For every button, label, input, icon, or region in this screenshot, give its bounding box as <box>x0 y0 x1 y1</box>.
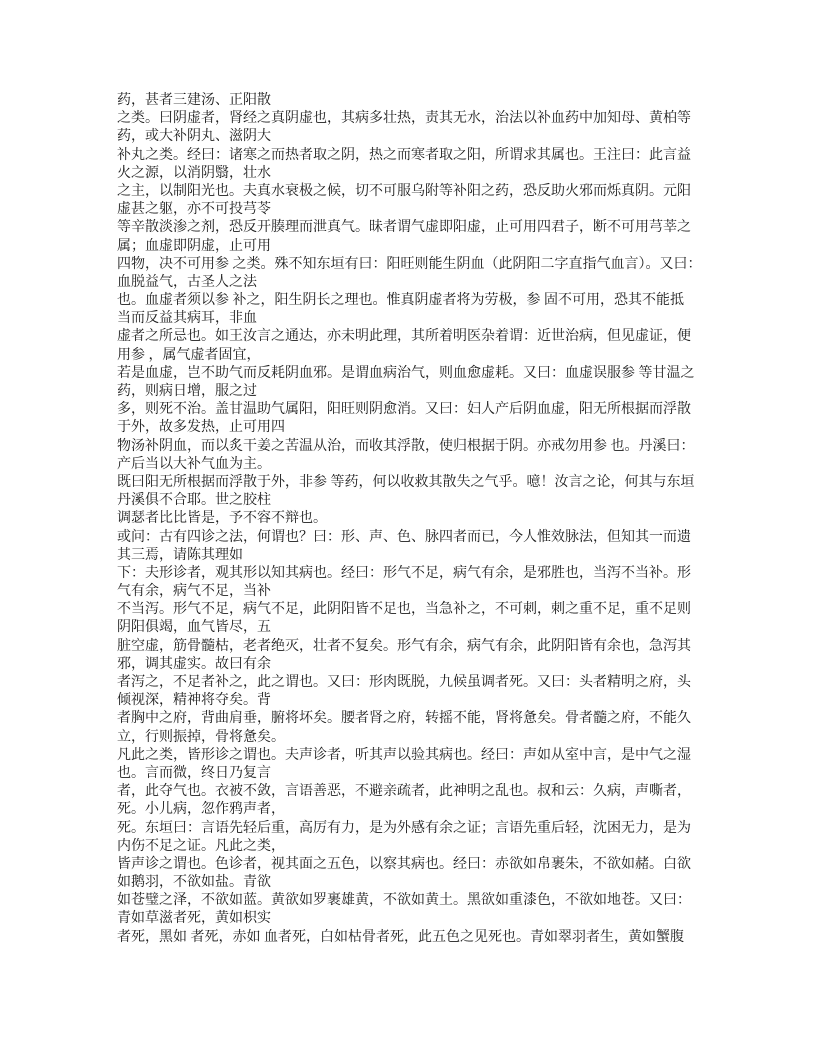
text-line: 者，此夺气也。衣被不敛，言语善恶，不避亲疏者，此神明之乱也。叔和云：久病，声嘶者， <box>117 784 691 800</box>
text-line: 物汤补阴血，而以炙干姜之苦温从治，而收其浮散，使归根据于阴。亦戒勿用参 也。丹溪曰： <box>117 438 695 454</box>
text-line: 药，或大补阴丸、滋阴大 <box>117 129 271 145</box>
text-line: 也。言而微，终日乃复言 <box>117 765 271 781</box>
text-line: 四物，决不可用参 之类。殊不知东垣有曰：阳旺则能生阴血（此阴阳二字直指气血言）。又曰： <box>117 256 702 272</box>
text-line: 气有余，病气不足，当补 <box>117 584 271 600</box>
text-line: 当而反益其病耳，非血 <box>117 311 257 327</box>
text-line: 于外，故多发热，止可用四 <box>117 420 285 436</box>
text-line: 虚甚之躯，亦不可投芎苓 <box>117 202 271 218</box>
document-text-block <box>117 92 711 947</box>
text-line: 火之源，以消阴翳，壮水 <box>117 165 271 181</box>
text-line: 药，则病日增，服之过 <box>117 384 257 399</box>
text-line: 属；血虚即阴虚，止可用 <box>117 238 271 254</box>
text-line: 补丸之类。经曰：诸寒之而热者取之阴，热之而寒者取之阳，所谓求其属也。王注曰：此言益 <box>117 147 691 163</box>
text-line: 者死，黑如 者死，赤如 血者死，白如枯骨者死，此五色之见死也。青如翠羽者生，黄如蟹腹 <box>117 929 684 945</box>
text-line: 调瑟者比比皆是，予不容不辩也。 <box>117 511 327 527</box>
text-line: 其三焉，请陈其理如 <box>117 547 243 563</box>
text-line: 下：夫形诊者，观其形以知其病也。经曰：形气不足，病气有余，是邪胜也，当泻不当补。形 <box>117 565 691 581</box>
text-line: 凡此之类，皆形诊之谓也。夫声诊者，听其声以验其病也。经曰：声如从室中言，是中气之湿 <box>117 747 691 763</box>
text-line: 产后当以大补气血为主。 <box>117 456 271 472</box>
text-line: 虚者之所忌也。如王汝言之通达，亦未明此理，其所着明医杂着谓：近世治病，但见虚证，便 <box>117 329 691 345</box>
text-line: 丹溪俱不合耶。世之胶柱 <box>117 493 271 509</box>
text-line: 阴阳俱竭，血气皆尽，五 <box>117 620 271 636</box>
text-line: 等辛散淡渗之剂，恐反开腠理而泄真气。昧者谓气虚即阳虚，止可用四君子，断不可用芎莘之 <box>117 220 691 236</box>
text-line: 既曰阳无所根据而浮散于外，非参 等药，何以收救其散失之气乎。噫！汝言之论，何其与东垣 <box>117 474 695 490</box>
text-line: 死。东垣曰：言语先轻后重，高厉有力，是为外感有余之证；言语先重后轻，沈困无力，是为 <box>117 820 691 836</box>
text-line: 用参 ，属气虚者固宜， <box>117 347 261 363</box>
text-line: 血脱益气，古圣人之法 <box>117 274 257 290</box>
text-line: 不当泻。形气不足，病气不足，此阴阳皆不足也，当急补之，不可刺，刺之重不足，重不足则 <box>117 602 691 618</box>
text-line: 也。血虚者须以参 补之，阳生阴长之理也。惟真阴虚者将为劳极，参 固不可用，恐其不能抵 <box>117 293 684 309</box>
text-line: 之主，以制阳光也。夫真水衰极之候，切不可服乌附等补阳之药，恐反助火邪而烁真阴。元阳 <box>117 183 691 199</box>
text-line: 药，甚者三建汤、正阳散 <box>117 93 271 108</box>
text-line: 如鹅羽，不欲如盐。青欲 <box>117 875 271 891</box>
text-line: 青如草滋者死，黄如枳实 <box>117 911 271 927</box>
text-line: 如苍璧之泽，不欲如蓝。黄欲如罗裹雄黄，不欲如黄土。黑欲如重漆色，不欲如地苍。又曰： <box>117 893 691 909</box>
text-line: 之类。曰阴虚者，肾经之真阴虚也，其病多壮热，责其无水，治法以补血药中加知母、黄柏等 <box>117 111 691 127</box>
text-line: 脏空虚，筋骨髓枯，老者绝灭，壮者不复矣。形气有余，病气有余，此阴阳皆有余也，急泻其 <box>117 638 691 654</box>
text-line: 邪，调其虚实。故曰有余 <box>117 656 271 672</box>
text-line: 倾视深，精神将夺矣。背 <box>117 693 271 709</box>
text-line: 或问：古有四诊之法，何谓也？曰：形、声、色、脉四者而已，今人惟效脉法，但知其一而遗 <box>117 529 691 545</box>
text-line: 立，行则振掉，骨将惫矣。 <box>117 729 285 745</box>
text-line: 者泻之，不足者补之，此之谓也。又曰：形肉既脱，九候虽调者死。又曰：头者精明之府，头 <box>117 675 691 690</box>
text-line: 死。小儿病，忽作鸦声者， <box>117 802 285 818</box>
text-line: 多，则死不治。盖甘温助气属阳，阳旺则阴愈消。又曰：妇人产后阴血虚，阳无所根据而浮散 <box>117 402 691 418</box>
text-line: 内伤不足之证。凡此之类， <box>117 838 285 854</box>
text-line: 皆声诊之谓也。色诊者，视其面之五色，以察其病也。经曰：赤欲如帛裹朱，不欲如赭。白欲 <box>117 856 691 872</box>
text-line: 若是血虚，岂不助气而反耗阴血邪。是谓血病治气，则血愈虚耗。又曰：血虚误服参 等甘温之 <box>117 365 695 381</box>
text-line: 者胸中之府，背曲肩垂，腑将坏矣。腰者肾之府，转摇不能，肾将惫矣。骨者髓之府，不能久 <box>117 711 691 727</box>
